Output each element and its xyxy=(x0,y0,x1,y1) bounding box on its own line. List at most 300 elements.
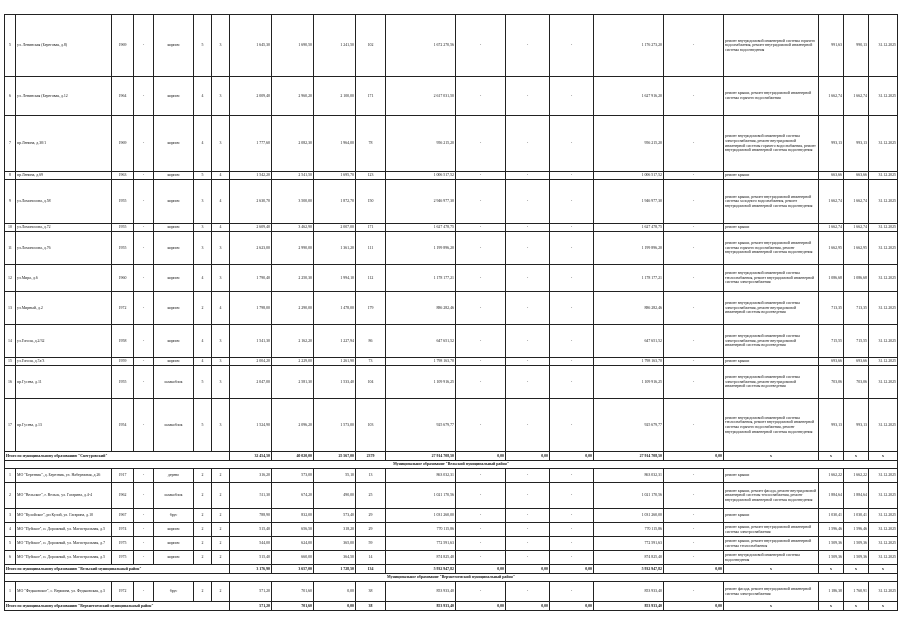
table-cell: 1 199 896,20 xyxy=(386,232,456,265)
table-cell: 0,00 xyxy=(506,565,550,574)
table-cell: 2 xyxy=(194,469,212,483)
table-cell: 925 679,77 xyxy=(386,399,456,452)
table-cell: ремонт крыши, ремонт внутридомовой инженерной системы электроснабжения xyxy=(724,523,819,537)
table-cell: 3 xyxy=(212,77,230,116)
table-cell: 2 xyxy=(194,509,212,523)
table-cell: 1917 xyxy=(112,469,134,483)
table-row xyxy=(5,523,898,537)
table-cell: - xyxy=(506,509,550,523)
table-cell: ул.Гоголя, д.2/32 xyxy=(16,325,112,358)
table-cell: - xyxy=(506,523,550,537)
table-cell: - xyxy=(506,292,550,325)
table-cell: 1972 xyxy=(112,292,134,325)
table-cell: пр.Гусева, д.11 xyxy=(16,366,112,399)
table-cell: 179 xyxy=(356,292,386,325)
table-cell: 27 914 708,50 xyxy=(594,452,664,461)
table-cell: 2 xyxy=(194,551,212,565)
table-cell: 1 596,46 xyxy=(819,523,844,537)
table-cell: 4 xyxy=(194,77,212,116)
table-row xyxy=(5,358,898,366)
table-cell: 104 xyxy=(356,366,386,399)
table-cell: - xyxy=(550,551,594,565)
table-cell: 31.12.2025 xyxy=(869,483,898,509)
table-cell: 703,06 xyxy=(819,366,844,399)
table-cell: 3 500,00 xyxy=(272,180,314,224)
table-row xyxy=(5,366,898,399)
table-cell: 647 651,52 xyxy=(594,325,664,358)
table-cell: 2 623,00 xyxy=(230,232,272,265)
table-cell: 1 533,40 xyxy=(314,366,356,399)
table-cell: - xyxy=(550,292,594,325)
table-cell: - xyxy=(134,180,154,224)
table-cell: 31.12.2025 xyxy=(869,366,898,399)
table-cell: 27 914 708,50 xyxy=(386,452,456,461)
table-cell: 573,40 xyxy=(314,509,356,523)
table-cell: 31.12.2025 xyxy=(869,116,898,172)
table-cell: 3 xyxy=(212,116,230,172)
table-cell: 1 596,46 xyxy=(844,523,869,537)
table-cell: - xyxy=(506,77,550,116)
table-cell: кирпич xyxy=(154,523,194,537)
table-cell: - xyxy=(506,537,550,551)
table-cell: 2 xyxy=(194,537,212,551)
table-cell: 1 964,00 xyxy=(314,116,356,172)
subtotal-row xyxy=(5,452,898,461)
table-cell: МО "Пуйское", п. Дорожный, ул. Магистральная, д.5 xyxy=(16,551,112,565)
table-cell: 4 xyxy=(212,180,230,224)
table-cell: - xyxy=(664,180,724,224)
table-row xyxy=(5,232,898,265)
table-cell: 2379 xyxy=(356,452,386,461)
table-cell: - xyxy=(134,366,154,399)
table-cell: ремонт крыши xyxy=(724,172,819,180)
table-cell: 571,20 xyxy=(230,602,272,611)
table-cell: - xyxy=(550,180,594,224)
table-cell: 1 086,68 xyxy=(819,265,844,292)
table-cell: - xyxy=(664,469,724,483)
table-cell: - xyxy=(456,523,506,537)
table-cell: 1955 xyxy=(112,180,134,224)
table-cell: - xyxy=(456,551,506,565)
table-cell: 3 xyxy=(212,399,230,452)
table-cell: 1 760,91 xyxy=(844,582,869,602)
table-cell: 5 xyxy=(194,172,212,180)
table-row xyxy=(5,551,898,565)
table-cell: 1975 xyxy=(112,537,134,551)
table-cell: - xyxy=(134,172,154,180)
table-cell: 1963 xyxy=(112,172,134,180)
table-cell: 1 509,36 xyxy=(844,537,869,551)
table-cell: - xyxy=(506,483,550,509)
table-cell: - xyxy=(506,224,550,232)
table-cell: 515,40 xyxy=(230,523,272,537)
table-cell: МО "Вельское", г. Вельск, ул. Гагарина, д.4-4 xyxy=(16,483,112,509)
table-cell: 701,60 xyxy=(272,602,314,611)
table-cell: 0,00 xyxy=(456,565,506,574)
table-cell: шлакоблок xyxy=(154,366,194,399)
table-cell: 2 xyxy=(212,469,230,483)
table-cell: МО "Березник", д. Березник, ул. Набережная, д.26 xyxy=(16,469,112,483)
table-cell: ремонт внутридомовой инженерной системы электроснабжения, ремонт внутридомовой инженерной системы водоотведения xyxy=(724,366,819,399)
table-cell: 365,00 xyxy=(314,537,356,551)
table-cell: 3 176,90 xyxy=(230,565,272,574)
table-cell: - xyxy=(550,582,594,602)
table-row xyxy=(5,180,898,224)
table-cell: ремонт крыши, ремонт внутридомовой инженерной системы горячего водоснабжения xyxy=(724,77,819,116)
table-cell: ремонт крыши xyxy=(724,509,819,523)
table-cell: 511,30 xyxy=(230,483,272,509)
table-cell: 1 478,00 xyxy=(314,292,356,325)
table-cell: 993,13 xyxy=(819,399,844,452)
table-cell: кирпич xyxy=(154,15,194,77)
table-cell: 5 932 947,82 xyxy=(594,565,664,574)
table-cell: - xyxy=(664,399,724,452)
table-cell: - xyxy=(664,116,724,172)
table-cell: 7 xyxy=(5,116,16,172)
table-cell: шлакоблок xyxy=(154,483,194,509)
table-cell: 853 933,40 xyxy=(594,602,664,611)
table-cell: 15 xyxy=(5,358,16,366)
table-cell: 990,13 xyxy=(844,15,869,77)
table-cell: 770 115,86 xyxy=(594,523,664,537)
table-cell: 1954 xyxy=(112,399,134,452)
table-cell: ремонт крыши xyxy=(724,224,819,232)
table-cell: - xyxy=(550,15,594,77)
table-cell: - xyxy=(550,172,594,180)
table-cell: - xyxy=(506,116,550,172)
table-cell: 693,66 xyxy=(844,358,869,366)
table-cell: кирпич xyxy=(154,325,194,358)
table-cell: 55,10 xyxy=(314,469,356,483)
table-cell: - xyxy=(506,469,550,483)
table-cell: - xyxy=(550,469,594,483)
table-cell: 12 xyxy=(5,265,16,292)
table-row xyxy=(5,483,898,509)
table-cell: 4 xyxy=(194,265,212,292)
table-cell: - xyxy=(550,232,594,265)
table-cell: 78 xyxy=(356,116,386,172)
table-cell: 4 xyxy=(194,325,212,358)
table-cell: - xyxy=(506,399,550,452)
table-cell: 1 662,22 xyxy=(844,469,869,483)
table-cell: ремонт внутридомовой инженерной системы горячего водоснабжения, ремонт внутридомовой инженерной системы водоотведения xyxy=(724,15,819,77)
table-cell: 886 282,46 xyxy=(594,292,664,325)
table-cell: х xyxy=(844,452,869,461)
table-cell: 10 xyxy=(5,224,16,232)
table-cell: 4 xyxy=(212,224,230,232)
table-cell: 3 xyxy=(212,325,230,358)
table-cell: - xyxy=(664,523,724,537)
table-cell: - xyxy=(134,265,154,292)
table-cell: 38 xyxy=(356,602,386,611)
table-cell: 701,60 xyxy=(272,582,314,602)
table-cell: 1962 xyxy=(112,483,134,509)
table-cell: кирпич xyxy=(154,77,194,116)
table-cell: 715,55 xyxy=(819,325,844,358)
table-cell: 863 032,31 xyxy=(594,469,664,483)
table-cell: 993,13 xyxy=(819,116,844,172)
table-cell: - xyxy=(664,292,724,325)
table-cell: 4 xyxy=(212,292,230,325)
table-cell: 1 662,22 xyxy=(819,469,844,483)
table-cell: 1 994,10 xyxy=(314,265,356,292)
table-cell: ул.Ломоносова, д.76 xyxy=(16,232,112,265)
table-cell: - xyxy=(456,509,506,523)
table-cell: 0,00 xyxy=(506,602,550,611)
table-cell: 1958 xyxy=(112,325,134,358)
table-cell: 2 xyxy=(194,292,212,325)
table-cell: ул. Ленинская (Береговая, д.12 xyxy=(16,77,112,116)
table-cell: 31.12.2025 xyxy=(869,551,898,565)
table-cell: 3 657,00 xyxy=(272,565,314,574)
table-cell: - xyxy=(550,325,594,358)
table-cell: 1 509,36 xyxy=(844,551,869,565)
table-cell: 2 541,50 xyxy=(272,172,314,180)
table-cell: - xyxy=(456,537,506,551)
table-row xyxy=(5,77,898,116)
table-cell: 1 777,60 xyxy=(230,116,272,172)
table-cell: 1 627 478,75 xyxy=(386,224,456,232)
table-row xyxy=(5,265,898,292)
table-cell: 1 662,74 xyxy=(819,224,844,232)
table-row xyxy=(5,399,898,452)
table-cell: 573,00 xyxy=(272,469,314,483)
table-cell: 73 xyxy=(356,358,386,366)
table-cell: 11 xyxy=(5,232,16,265)
table-cell: 3 xyxy=(212,232,230,265)
table-cell: - xyxy=(456,116,506,172)
table-cell: 31.12.2025 xyxy=(869,232,898,265)
table-cell: - xyxy=(550,399,594,452)
table-cell: 0,00 xyxy=(506,452,550,461)
table-cell: 4 xyxy=(212,172,230,180)
table-cell: 2 229,00 xyxy=(272,358,314,366)
table-cell: - xyxy=(664,358,724,366)
table-cell: 2 162,20 xyxy=(272,325,314,358)
table-cell: 2 xyxy=(194,483,212,509)
table-cell: х xyxy=(869,602,898,611)
table-cell: 1974 xyxy=(112,523,134,537)
table-cell: - xyxy=(664,77,724,116)
table-cell: 14 xyxy=(5,325,16,358)
table-cell: кирпич xyxy=(154,116,194,172)
table-cell: - xyxy=(134,469,154,483)
table-cell: 1 790,40 xyxy=(230,265,272,292)
subtotal-row xyxy=(5,565,898,574)
table-cell: 5 xyxy=(5,537,16,551)
table-cell: - xyxy=(506,232,550,265)
table-cell: 674,20 xyxy=(272,483,314,509)
table-cell: - xyxy=(550,358,594,366)
table-cell: ул.Ломоносова, д.72 xyxy=(16,224,112,232)
table-cell: - xyxy=(134,483,154,509)
table-cell: 2 990,00 xyxy=(272,232,314,265)
table-cell: 111 xyxy=(356,232,386,265)
table-cell: 3 xyxy=(194,232,212,265)
section-header-row xyxy=(5,574,898,582)
table-cell: 1 509,36 xyxy=(819,537,844,551)
table-cell: 2 xyxy=(194,523,212,537)
table-cell: 3 xyxy=(194,224,212,232)
table-cell: 31.12.2025 xyxy=(869,77,898,116)
table-cell: 5 xyxy=(194,15,212,77)
table-cell: - xyxy=(506,358,550,366)
table-cell: 1 186,38 xyxy=(819,582,844,602)
table-row xyxy=(5,172,898,180)
table-cell: 1 021 170,56 xyxy=(594,483,664,509)
table-cell: 1 884,64 xyxy=(819,483,844,509)
table-cell: 3 xyxy=(212,366,230,399)
table-cell: - xyxy=(550,116,594,172)
table-cell: - xyxy=(456,469,506,483)
table-cell: - xyxy=(664,483,724,509)
table-row xyxy=(5,325,898,358)
table-cell: 134 xyxy=(356,565,386,574)
table-cell: 31.12.2025 xyxy=(869,292,898,325)
table-cell: - xyxy=(134,116,154,172)
table-cell: 1 241,50 xyxy=(314,15,356,77)
table-cell: - xyxy=(134,15,154,77)
table-cell: 925 679,77 xyxy=(594,399,664,452)
table-cell: х xyxy=(724,452,819,461)
table-cell: 863 032,31 xyxy=(386,469,456,483)
table-cell: кирпич xyxy=(154,551,194,565)
table-cell: х xyxy=(844,602,869,611)
table-cell: 991,63 xyxy=(819,15,844,77)
table-cell: х xyxy=(844,565,869,574)
table-cell: 544,00 xyxy=(230,537,272,551)
table-cell: брус xyxy=(154,509,194,523)
table-cell: 316,20 xyxy=(230,469,272,483)
table-cell: 2 630,70 xyxy=(230,180,272,224)
table-cell: 1 884,64 xyxy=(844,483,869,509)
table-cell: 16 xyxy=(5,366,16,399)
table-cell: - xyxy=(664,172,724,180)
table-cell: 853 933,40 xyxy=(386,602,456,611)
table-cell: - xyxy=(664,509,724,523)
table-cell: 3 xyxy=(5,509,16,523)
table-cell: 1 031 260,00 xyxy=(386,509,456,523)
table-cell: х xyxy=(869,452,898,461)
table-cell: 571,20 xyxy=(230,582,272,602)
table-cell: 13 xyxy=(356,469,386,483)
table-row xyxy=(5,469,898,483)
table-cell: 2 009,40 xyxy=(230,77,272,116)
table-cell: - xyxy=(550,265,594,292)
table-row xyxy=(5,116,898,172)
table-cell: 103 xyxy=(356,399,386,452)
table-cell: МО "Кулойское", рп Кулой, ул. Гагарина, д.10 xyxy=(16,509,112,523)
table-cell: ремонт внутридомовой инженерной системы теплоснабжения, ремонт внутридомовой инженерной системы горячего водоснабжения, ремонт внутридомовой инженерной системы водоотведения xyxy=(724,399,819,452)
table-cell: 0,00 xyxy=(550,565,594,574)
table-cell: 1969 xyxy=(112,15,134,77)
table-cell: ремонт крыши, ремонт внутридомовой инженерной системы теплоснабжения xyxy=(724,537,819,551)
table-cell: ул.Гоголя, д.7а/3 xyxy=(16,358,112,366)
table-cell: 993,13 xyxy=(844,399,869,452)
table-cell: 2 xyxy=(5,483,16,509)
table-cell: 0,00 xyxy=(456,452,506,461)
table-cell: - xyxy=(456,224,506,232)
table-cell: 2 xyxy=(194,582,212,602)
table-cell: 4 xyxy=(5,523,16,537)
table-cell: 2 007,00 xyxy=(314,224,356,232)
table-cell: 693,66 xyxy=(819,358,844,366)
table-cell: 1 695,70 xyxy=(314,172,356,180)
table-cell: 0,00 xyxy=(550,602,594,611)
table-cell: 4 xyxy=(194,116,212,172)
table-cell: 1 xyxy=(5,469,16,483)
table-cell: 1 030,41 xyxy=(819,509,844,523)
table-cell: Итого по муниципальному образованию "Снегуровский" xyxy=(5,452,230,461)
table-cell: - xyxy=(134,292,154,325)
table-cell: 1 261,90 xyxy=(314,358,356,366)
table-cell: 624,00 xyxy=(272,537,314,551)
table-cell: 0,00 xyxy=(664,452,724,461)
table-cell: 1 672 270,56 xyxy=(386,15,456,77)
table-cell: 660,00 xyxy=(272,551,314,565)
table-cell: 1 627 916,20 xyxy=(594,77,664,116)
table-cell: 171 xyxy=(356,77,386,116)
table-cell: 1 872,70 xyxy=(314,180,356,224)
table-cell: 1960 xyxy=(112,265,134,292)
table-cell: - xyxy=(134,537,154,551)
table-cell: - xyxy=(134,582,154,602)
table-cell: 788,90 xyxy=(230,509,272,523)
table-cell: ремонт крыши xyxy=(724,469,819,483)
table-cell: шлакоблок xyxy=(154,399,194,452)
table-cell: ремонт крыши, ремонт внутридомовой инженерной системы холодного водоснабжения, ремонт внутридомовой инженерной системы водоотведения xyxy=(724,180,819,224)
subtotal-row xyxy=(5,602,898,611)
table-cell: 656,50 xyxy=(272,523,314,537)
table-cell: ремонт внутридомовой инженерной системы электроснабжения, ремонт внутридомовой инженерной системы водоотведения xyxy=(724,325,819,358)
table-cell: 38 xyxy=(356,582,386,602)
table-cell: 1 662,74 xyxy=(819,77,844,116)
table-cell: 2 290,00 xyxy=(272,292,314,325)
table-cell: 25 567,00 xyxy=(314,452,356,461)
table-cell: ремонт крыши, ремонт внутридомовой инженерной системы горячего водоснабжения, ремонт внутридомовой инженерной системы водоотведения xyxy=(724,232,819,265)
table-cell: 3 xyxy=(194,180,212,224)
table-cell: 1 xyxy=(5,582,16,602)
table-cell: 17 xyxy=(5,399,16,452)
table-cell: - xyxy=(550,523,594,537)
table-cell: 31.12.2025 xyxy=(869,224,898,232)
table-cell: 2 xyxy=(212,537,230,551)
table-cell: кирпич xyxy=(154,180,194,224)
table-cell: 31.12.2025 xyxy=(869,509,898,523)
table-cell: 1 176 273,20 xyxy=(594,15,664,77)
table-cell: 3 xyxy=(212,265,230,292)
table-cell: ремонт внутридомовой инженерной системы электроснабжения, ремонт внутридомовой инженерной системы водоотведения xyxy=(724,292,819,325)
table-cell: - xyxy=(506,551,550,565)
table-cell: - xyxy=(664,325,724,358)
table-cell: 1 178 177,21 xyxy=(386,265,456,292)
table-cell: ремонт крыши, ремонт фасада, ремонт внутридомовой инженерной системы теплоснабжения, ремонт внутридомовой инженерной системы водоотведения xyxy=(724,483,819,509)
table-cell: 1 178 177,21 xyxy=(594,265,664,292)
table-cell: - xyxy=(456,582,506,602)
table-cell: Итого по муниципальному образованию "Вельский муниципальный район" xyxy=(5,565,230,574)
table-cell: - xyxy=(134,551,154,565)
table-cell: 31.12.2025 xyxy=(869,523,898,537)
table-row xyxy=(5,582,898,602)
table-cell: Муниципальное образование "Вельский муниципальный район" xyxy=(5,461,898,469)
table-cell: кирпич xyxy=(154,358,194,366)
table-cell: 5 932 947,82 xyxy=(386,565,456,574)
table-cell: 112 xyxy=(356,265,386,292)
table-cell: - xyxy=(134,523,154,537)
table-cell: 123 xyxy=(356,172,386,180)
table-cell: 29 xyxy=(356,523,386,537)
table-cell: 993,13 xyxy=(844,116,869,172)
